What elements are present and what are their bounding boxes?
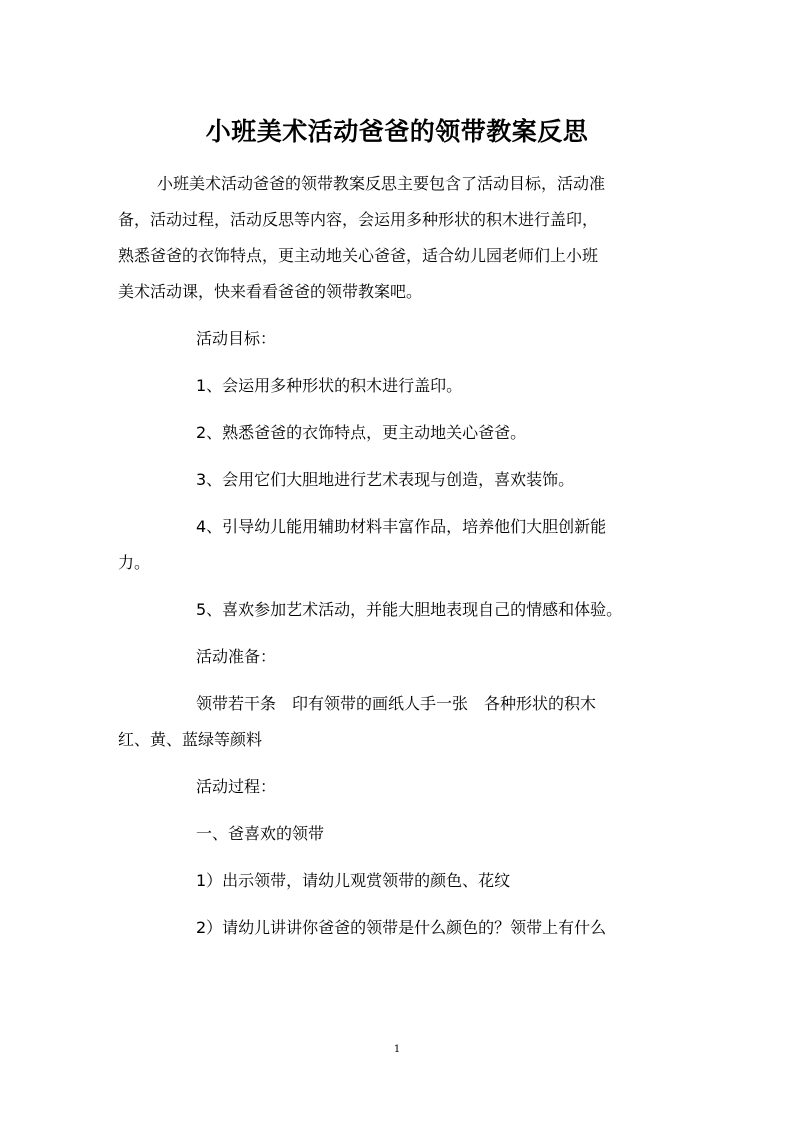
process-line: 一、爸喜欢的领带 [196,824,325,843]
intro-paragraph [118,166,678,310]
document-body [118,166,678,946]
intro-line: 备，活动过程，活动反思等内容，会运用多种形状的积木进行盖印， [118,210,599,229]
goals-heading: 活动目标： [196,329,277,348]
intro-line: 美术活动课，快来看看爸爸的领带教案吧。 [118,282,423,301]
page-title: 小班美术活动爸爸的领带教案反思 [205,116,589,146]
goal-item: 3、会用它们大胆地进行艺术表现与创造，喜欢装饰。 [196,470,575,489]
goal-item: 1、会运用多种形状的积木进行盖印。 [196,376,463,395]
goal-item: 5、喜欢参加艺术活动，并能大胆地表现自己的情感和体验。 [196,600,623,619]
process-heading: 活动过程： [196,777,277,796]
page-number: 1 [393,1044,401,1055]
goal-item: 4、引导幼儿能用辅助材料丰富作品，培养他们大胆创新能 [196,517,607,536]
process-line: 1）出示领带，请幼儿观赏领带的颜色、花纹 [196,871,511,890]
prep-line-continuation: 红、黄、蓝绿等颜料 [118,730,263,749]
prep-heading: 活动准备： [196,647,277,666]
goal-item: 2、熟悉爸爸的衣饰特点，更主动地关心爸爸。 [196,423,527,442]
intro-line: 小班美术活动爸爸的领带教案反思主要包含了活动目标，活动准 [157,174,606,193]
process-line: 2）请幼儿讲讲你爸爸的领带是什么颜色的？领带上有什么 [196,918,607,937]
prep-line: 领带若干条 印有领带的画纸人手一张 各种形状的积木 [196,694,597,713]
intro-line: 熟悉爸爸的衣饰特点，更主动地关心爸爸，适合幼儿园老师们上小班 [118,246,599,265]
goal-item-continuation: 力。 [118,553,151,572]
